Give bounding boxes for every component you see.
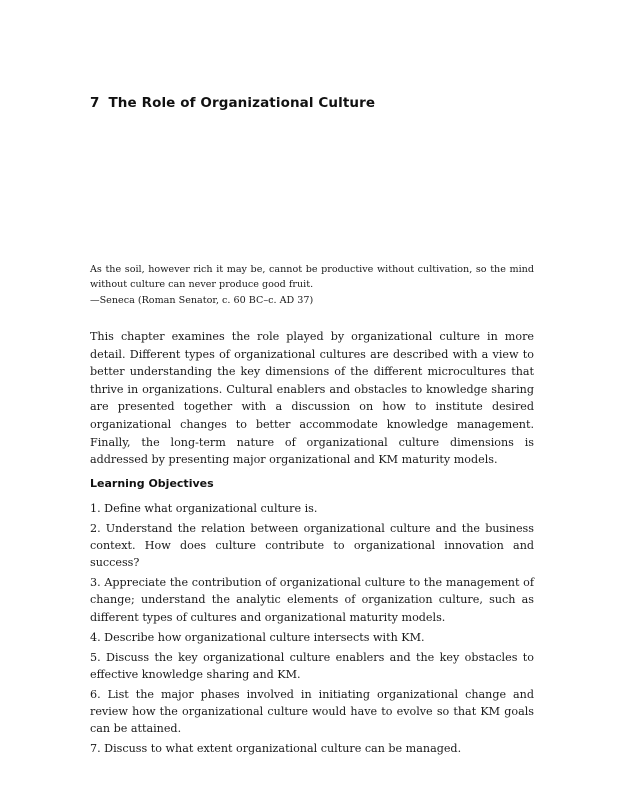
chapter-title xyxy=(90,95,534,111)
learning-objectives-heading: Learning Objectives xyxy=(90,477,214,491)
epigraph-quote: As the soil, however rich it may be, cannot be productive without cultivation, so the mind without culture can never produce good fruit. xyxy=(90,264,534,290)
objective-item: 7. Discuss to what extent organizational culture can be managed. xyxy=(90,742,462,756)
objective-item: 3. Appreciate the contribution of organizational culture to the management of change; understand the analytic elements of organization culture, such as different types of cultures and organizational maturity models. xyxy=(90,576,534,624)
objective-item: 2. Understand the relation between organizational culture and the business context. How does culture contribute to organizational innovation and success? xyxy=(90,522,534,570)
learning-objectives-list xyxy=(90,500,534,760)
objective-item: 6. List the major phases involved in initiating organizational change and review how the organizational culture would have to evolve so that KM goals can be attained. xyxy=(90,687,534,736)
epigraph-attribution: —Seneca (Roman Senator, c. 60 BC–c. AD 37) xyxy=(90,295,314,307)
intro-paragraph: This chapter examines the role played by organizational culture in more detail. Different types of organizational cultures are described with a view to better understanding the key dimensions of the different microcultures that thrive in organizations. Cultural enablers and obstacles to knowledge sharing are presented together with a discussion on how to institute desired organizational changes to better accommodate knowledge management. Finally, the long-term nature of organizational culture dimensions is addressed by presenting major organizational and KM maturity models. xyxy=(90,330,534,467)
objective-item: 1. Define what organizational culture is. xyxy=(90,502,318,515)
epigraph xyxy=(90,263,534,309)
chapter-title-text: The Role of Organizational Culture xyxy=(108,95,376,112)
chapter-number: 7 xyxy=(90,95,100,112)
objective-item: 4. Describe how organizational culture intersects with KM. xyxy=(90,630,425,644)
objective-item: 5. Discuss the key organizational culture enablers and the key obstacles to effective knowledge sharing and KM. xyxy=(90,650,534,681)
